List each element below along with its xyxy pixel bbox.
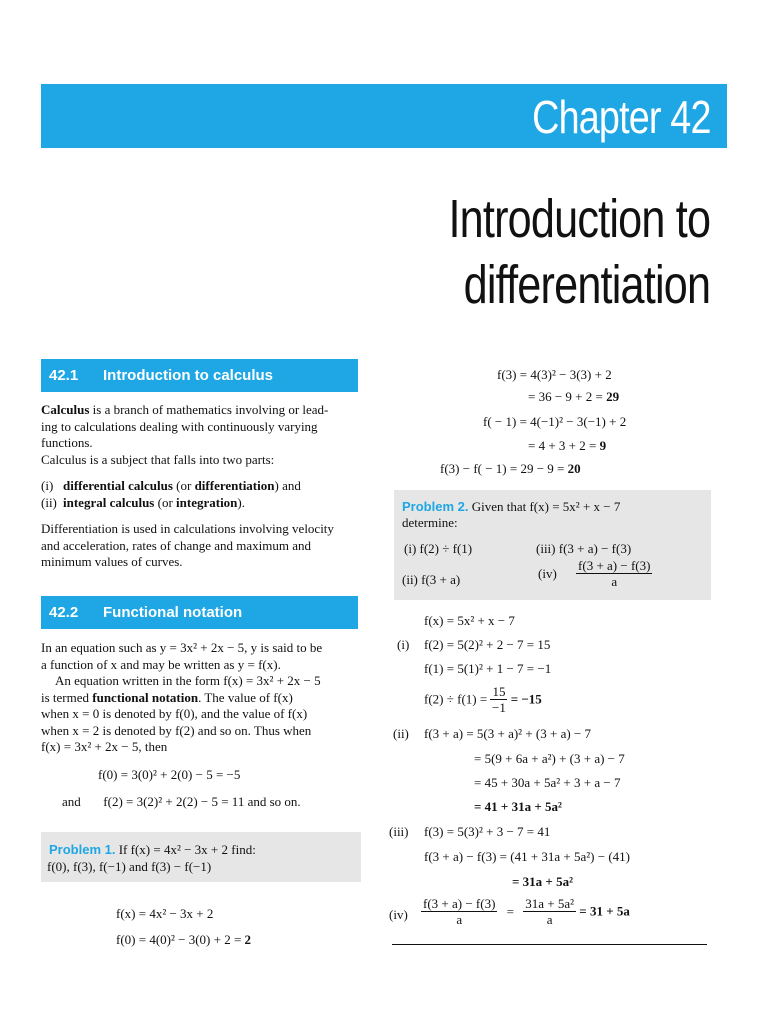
p2-solution-line: f(1) = 5(1)² + 1 − 7 = −1 — [424, 661, 552, 676]
equation: f(3) − f( − 1) = 29 − 9 = — [440, 461, 565, 476]
section-heading-42-2 — [41, 596, 358, 629]
numerator: f(3 + a) − f(3) — [578, 558, 651, 573]
question-number: (iv) — [538, 565, 557, 581]
part-label: (i) — [397, 637, 410, 652]
text-line: An equation written in the form f(x) = 3x² + 2x − 5 — [55, 673, 321, 688]
text-part: ). — [237, 494, 246, 510]
text-line: f(x) = 3x² + 2x − 5, then — [41, 739, 168, 754]
p2-solution-line — [421, 896, 630, 927]
chapter-title-line1: Introduction to — [448, 189, 710, 249]
divider — [392, 944, 707, 945]
text-line: functions. — [41, 435, 93, 450]
text-line: is a branch of mathematics involving or lead- — [92, 402, 329, 417]
list-term: integral calculus — [63, 494, 155, 510]
p1-solution-line: f(x) = 4x² − 3x + 2 — [116, 906, 214, 921]
text-line: when x = 2 is denoted by f(2) and so on. Thus when — [41, 722, 312, 738]
equals-sign: = — [506, 903, 515, 919]
equation: f(0) = 4(0)² − 3(0) + 2 = — [116, 932, 242, 947]
section-number: 42.1 — [49, 367, 79, 384]
equation-f2-line — [62, 794, 301, 810]
p1-solution-line — [528, 389, 619, 405]
section2-body — [41, 640, 361, 756]
answer: = 31a + 5a² — [512, 874, 573, 889]
part-label: (ii) — [393, 726, 409, 741]
text-line: minimum values of curves. — [41, 554, 183, 569]
denominator: a — [456, 912, 463, 927]
equation: = 36 − 9 + 2 = — [528, 389, 603, 404]
equation-f2: f(2) = 3(2)² + 2(2) − 5 = 11 — [103, 794, 245, 809]
term-functional-notation: functional notation — [92, 689, 199, 705]
section1-body — [41, 402, 361, 571]
numerator: 31a + 5a² — [525, 896, 575, 911]
section-heading-42-1 — [41, 359, 358, 392]
answer: 20 — [567, 461, 581, 476]
fraction — [523, 896, 576, 927]
p2-solution-line: = 5(9 + 6a + a²) + (3 + a) − 7 — [474, 751, 625, 766]
equation: = 4 + 3 + 2 = — [528, 438, 597, 453]
p1-solution-line — [440, 461, 581, 477]
text-part: and so on. — [247, 794, 301, 809]
fraction — [490, 684, 507, 715]
p2-solution-line — [424, 684, 542, 715]
problem-text: f(0), f(3), f(−1) and f(3) − f(−1) — [47, 859, 212, 874]
text-line: Calculus is a subject that falls into two parts: — [41, 451, 275, 467]
text-line: and acceleration, rates of change and maximum and — [41, 537, 311, 553]
text-line: Differentiation is used in calculations involving velocity — [41, 521, 334, 536]
list-term: differentiation — [194, 478, 275, 493]
problem-text: determine: — [402, 515, 458, 530]
answer: = 41 + 31a + 5a² — [474, 799, 562, 814]
text-part: (or — [157, 494, 173, 510]
denominator: a — [611, 574, 618, 589]
problem-2-box — [394, 490, 711, 600]
numerator: 15 — [492, 684, 506, 699]
text-line: In an equation such as y = 3x² + 2x − 5, y is said to be — [41, 640, 323, 655]
part-label: (iii) — [389, 824, 409, 839]
problem-label: Problem 1. — [49, 842, 116, 857]
equation-f0: f(0) = 3(0)² + 2(0) − 5 = −5 — [98, 767, 241, 782]
question-i: (i) f(2) ÷ f(1) — [404, 541, 473, 556]
problem-1-box — [41, 832, 361, 882]
denominator: −1 — [492, 700, 506, 715]
answer: 2 — [244, 932, 252, 947]
chapter-title-line2: differentiation — [463, 255, 710, 315]
question-iii: (iii) f(3 + a) − f(3) — [536, 541, 632, 556]
answer: = −15 — [510, 691, 542, 707]
list-term: differential calculus — [63, 478, 173, 493]
list-number: (i) — [41, 478, 54, 493]
text-part: (or — [176, 478, 192, 493]
denominator: a — [546, 912, 553, 927]
p2-solution-line: f(x) = 5x² + x − 7 — [424, 613, 515, 628]
answer: 9 — [599, 438, 607, 453]
part-label: (iv) — [389, 907, 408, 922]
answer: 29 — [606, 389, 620, 404]
chapter-banner — [41, 84, 727, 148]
p2-solution-line: f(3 + a) = 5(3 + a)² + (3 + a) − 7 — [424, 726, 592, 741]
text-line: when x = 0 is denoted by f(0), and the value of f(x) — [41, 706, 308, 721]
p2-solution-line: = 45 + 30a + 5a² + 3 + a − 7 — [474, 775, 621, 790]
chapter-label: Chapter 42 — [532, 91, 711, 143]
p1-solution-line: f(3) = 4(3)² − 3(3) + 2 — [497, 367, 612, 382]
list-term: integration — [176, 494, 238, 510]
numerator: f(3 + a) − f(3) — [423, 896, 496, 911]
problem-text: Given that f(x) = 5x² + x − 7 — [471, 499, 621, 514]
answer: = 31 + 5a — [579, 903, 630, 919]
p1-solution-line — [116, 932, 251, 948]
p1-solution-line: f( − 1) = 4(−1)² − 3(−1) + 2 — [483, 414, 627, 429]
problem-label: Problem 2. — [402, 499, 469, 514]
list-number: (ii) — [41, 494, 57, 510]
question-ii: (ii) f(3 + a) — [402, 572, 461, 587]
section-number: 42.2 — [49, 604, 79, 621]
list-item — [41, 478, 361, 495]
term-calculus: Calculus — [41, 402, 90, 417]
p1-solution-line — [528, 438, 606, 454]
fraction — [421, 896, 497, 927]
section-title: Introduction to calculus — [103, 367, 274, 384]
text-line: ing to calculations dealing with continuously varying — [41, 418, 318, 434]
question-iv — [538, 558, 652, 589]
list-item — [41, 495, 361, 512]
text-line: a function of x and may be written as y = f(x). — [41, 656, 281, 672]
fraction — [576, 558, 652, 589]
p2-solution-line: f(3 + a) − f(3) = (41 + 31a + 5a²) − (41) — [424, 849, 630, 864]
p2-solution-line: f(3) = 5(3)² + 3 − 7 = 41 — [424, 824, 551, 839]
text-part: ) and — [274, 478, 301, 493]
p2-solution-line: f(2) = 5(2)² + 2 − 7 = 15 — [424, 637, 551, 652]
text-part: and — [62, 794, 81, 809]
equation: f(2) ÷ f(1) = — [424, 691, 488, 707]
section-title: Functional notation — [103, 604, 243, 621]
text-part: . The value of f(x) — [198, 689, 293, 705]
text-part: is termed — [41, 689, 90, 705]
problem-text: If f(x) = 4x² − 3x + 2 find: — [118, 842, 256, 857]
